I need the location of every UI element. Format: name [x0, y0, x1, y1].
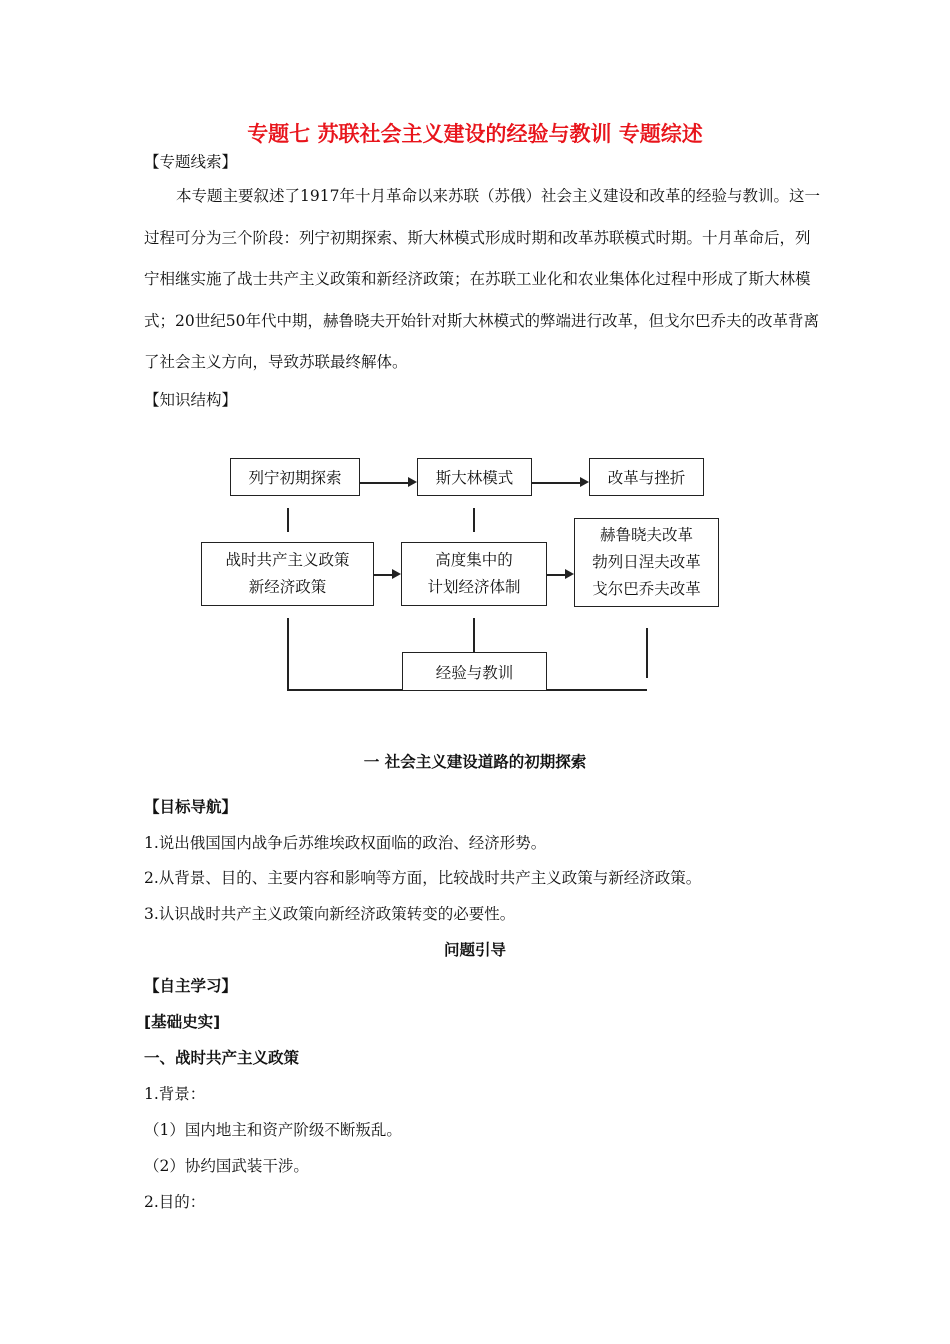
connector-center-down — [473, 618, 475, 652]
chapter-heading: 一 社会主义建设道路的初期探索 — [363, 753, 587, 771]
connector-bottom-right — [546, 689, 647, 691]
arrow-head-4 — [565, 569, 574, 579]
box-planned-line-2: 计划经济体制 — [427, 578, 521, 596]
goal-item-2: 2.从背景、目的、主要内容和影响等方面，比较战时共产主义政策与新经济政策。 — [144, 869, 702, 887]
box-lenin-exploration: 列宁初期探索 — [230, 458, 360, 496]
policy-heading: 一、战时共产主义政策 — [144, 1049, 300, 1067]
box-reformers-line-3: 戈尔巴乔夫改革 — [592, 580, 701, 598]
background-item-1: （1）国内地主和资产阶级不断叛乱。 — [144, 1121, 402, 1139]
intro-paragraph: 本专题主要叙述了1917年十月革命以来苏联（苏俄）社会主义建设和改革的经验与教训。这一过程可分为三个阶段：列宁初期探索、斯大林模式形成时期和改革苏联模式时期。十月革命后，列宁相继实施了战士共产主义政策和新经济政策；在苏联工业化和农业集体化过程中形成了斯大林模式；20世纪50年代中期，赫鲁晓夫开始针对斯大林模式的弊端进行改革，但戈尔巴乔夫的改革背离了社会主义方向，导致苏联最终解体。 — [144, 187, 820, 371]
arrow-line-3 — [374, 574, 393, 576]
connector-right-down — [646, 628, 648, 678]
goal-item-3: 3.认识战时共产主义政策向新经济政策转变的必要性。 — [144, 905, 516, 923]
guide-heading: 问题引导 — [443, 941, 506, 959]
arrow-head-1 — [408, 477, 417, 487]
document-title: 专题七 苏联社会主义建设的经验与教训 专题综述 — [247, 122, 703, 146]
goal-item-1: 1.说出俄国国内战争后苏维埃政权面临的政治、经济形势。 — [144, 834, 547, 852]
box-reformers-line-1: 赫鲁晓夫改革 — [599, 526, 693, 544]
arrow-head-3 — [392, 569, 401, 579]
box-lessons: 经验与教训 — [402, 652, 547, 691]
connector-v1 — [287, 508, 289, 532]
box-policies-line-2: 新经济政策 — [248, 578, 327, 596]
purpose-label: 2.目的： — [144, 1193, 206, 1211]
box-policies — [201, 542, 374, 606]
box-reformers — [574, 518, 719, 607]
box-reformers-line-2: 勃列日涅夫改革 — [592, 553, 701, 571]
basics-heading: [基础史实] — [144, 1013, 221, 1031]
connector-v2 — [473, 508, 475, 532]
self-study-heading: 【自主学习】 — [144, 977, 238, 995]
background-item-2: （2）协约国武装干涉。 — [144, 1157, 309, 1175]
arrow-head-2 — [580, 477, 589, 487]
box-planned-economy — [401, 542, 547, 606]
background-label: 1.背景： — [144, 1085, 206, 1103]
arrow-line-1 — [360, 482, 408, 484]
box-policies-line-1: 战时共产主义政策 — [225, 551, 350, 569]
arrow-line-2 — [532, 482, 580, 484]
arrow-line-4 — [547, 574, 565, 576]
section-structure-heading: 【知识结构】 — [144, 391, 238, 409]
goal-heading: 【目标导航】 — [144, 798, 238, 816]
box-reform-setbacks: 改革与挫折 — [589, 458, 704, 496]
section-clue-heading: 【专题线索】 — [144, 153, 238, 171]
connector-left-down — [287, 618, 289, 690]
connector-bottom-left — [287, 689, 402, 691]
box-stalin-model: 斯大林模式 — [417, 458, 532, 496]
box-planned-line-1: 高度集中的 — [435, 551, 513, 569]
